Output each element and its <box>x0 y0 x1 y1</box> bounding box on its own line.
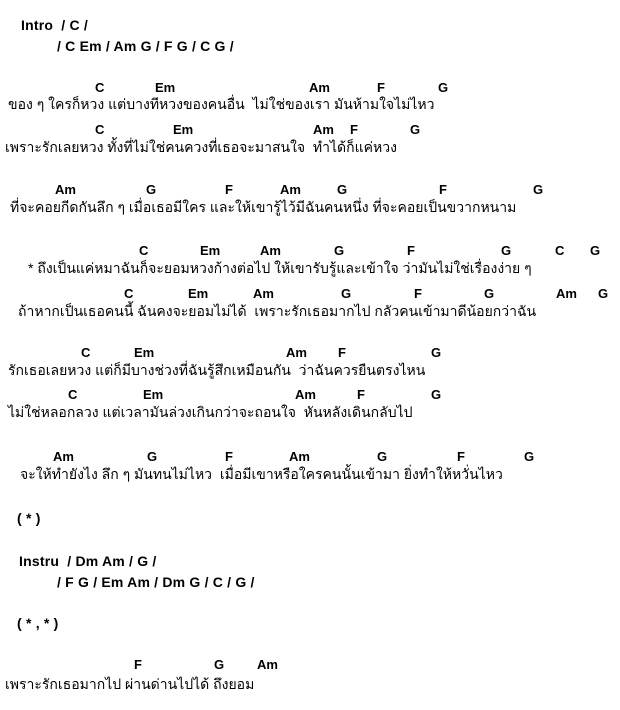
chord-symbol: G <box>410 122 421 137</box>
verse1-lyric-1: ของ ๆ ใครก็หวง แต่บางทีหวงของคนอื่น ไม่ใช่ของเรา มันห้ามใจไม่ไหว <box>8 96 435 112</box>
repeat-mark-2: ( * , * ) <box>17 615 59 631</box>
chorus-lyric-2: ถ้าหากเป็นเธอคนนี้ ฉันคงจะยอมไม่ได้ เพราะรักเธอมากไป กลัวคนเข้ามาดีน้อยกว่าฉัน <box>18 303 537 319</box>
chord-symbol: G <box>147 449 158 464</box>
verse3-lyric-1: รักเธอเลยหวง แต่ก็มีบางช่วงที่ฉันรู้สึกเหมือนกัน ว่าฉันควรยืนตรงไหน <box>8 362 426 378</box>
chord-symbol: G <box>484 286 495 301</box>
chord-symbol: F <box>439 182 447 197</box>
verse2-lyric: ที่จะคอยกีดกันลึก ๆ เมื่อเธอมีใคร และให้เขารู้ไว้มีฉันคนหนึ่ง ที่จะคอยเป็นขวากหนาม <box>10 199 517 215</box>
outro-lyric: เพราะรักเธอมากไป ผ่านด่านไปได้ ถึงยอม <box>5 676 255 692</box>
chord-symbol: G <box>431 387 442 402</box>
chord-symbol: F <box>377 80 385 95</box>
chord-symbol: G <box>533 182 544 197</box>
chord-symbol: C <box>95 80 105 95</box>
intro-line-2: / C Em / Am G / F G / C G / <box>57 38 234 54</box>
verse1-chords-2 <box>0 122 620 138</box>
chord-symbol: G <box>590 243 601 258</box>
chord-symbol: C <box>555 243 565 258</box>
chord-symbol: C <box>81 345 91 360</box>
chord-symbol: G <box>598 286 609 301</box>
chord-symbol: Am <box>257 657 278 672</box>
chord-symbol: G <box>337 182 348 197</box>
chord-symbol: C <box>139 243 149 258</box>
chord-symbol: F <box>357 387 365 402</box>
chord-symbol: Am <box>280 182 301 197</box>
chord-symbol: C <box>68 387 78 402</box>
verse3-chords-2 <box>0 387 620 403</box>
chord-symbol: F <box>350 122 358 137</box>
chord-symbol: Am <box>55 182 76 197</box>
chord-symbol: Am <box>53 449 74 464</box>
chord-symbol: G <box>438 80 449 95</box>
chord-symbol: F <box>407 243 415 258</box>
verse3-chords-1 <box>0 345 620 361</box>
chord-symbol: F <box>457 449 465 464</box>
chord-symbol: Em <box>188 286 209 301</box>
chord-symbol: G <box>431 345 442 360</box>
verse1-lyric-2: เพราะรักเลยหวง ทั้งที่ไม่ใช่คนควงที่เธอจะมาสนใจ ทำได้ก็แค่หวง <box>5 139 397 155</box>
chord-symbol: Am <box>309 80 330 95</box>
chord-symbol: G <box>377 449 388 464</box>
chord-symbol: Am <box>286 345 307 360</box>
chord-symbol: Am <box>253 286 274 301</box>
instru-line-1: Instru / Dm Am / G / <box>19 553 157 569</box>
verse2-chords <box>0 182 620 198</box>
chord-symbol: Am <box>260 243 281 258</box>
intro-line-1: Intro / C / <box>21 17 88 33</box>
verse1-chords-1 <box>0 80 620 96</box>
chord-symbol: Em <box>200 243 221 258</box>
chord-symbol: Em <box>143 387 164 402</box>
chorus-lyric-1: * ถึงเป็นแค่หมาฉันก็จะยอมหวงก้างต่อไป ให้เขารับรู้และเข้าใจ ว่ามันไม่ใช่เรื่องง่าย ๆ <box>28 260 532 276</box>
chord-symbol: G <box>334 243 345 258</box>
verse4-lyric: จะให้ทำยังไง ลึก ๆ มันทนไม่ไหว เมื่อมีเขาหรือใครคนนั้นเข้ามา ยิ่งทำให้หวั่นไหว <box>20 466 503 482</box>
chord-symbol: F <box>338 345 346 360</box>
chord-symbol: Em <box>173 122 194 137</box>
chord-symbol: G <box>501 243 512 258</box>
verse4-chords <box>0 449 620 465</box>
chord-symbol: Am <box>295 387 316 402</box>
chord-symbol: Am <box>313 122 334 137</box>
chord-symbol: Am <box>556 286 577 301</box>
outro-chords <box>0 657 620 673</box>
chord-symbol: Am <box>289 449 310 464</box>
chord-symbol: G <box>524 449 535 464</box>
chord-symbol: G <box>341 286 352 301</box>
chord-symbol: C <box>95 122 105 137</box>
chord-symbol: F <box>225 182 233 197</box>
chord-symbol: Em <box>155 80 176 95</box>
chord-symbol: Em <box>134 345 155 360</box>
verse3-lyric-2: ไม่ใช่หลอกลวง แต่เวลามันล่วงเกินกว่าจะถอนใจ หันหลังเดินกลับไป <box>8 404 413 420</box>
chord-symbol: F <box>414 286 422 301</box>
chord-symbol: G <box>214 657 225 672</box>
chord-symbol: F <box>225 449 233 464</box>
repeat-mark-1: ( * ) <box>17 510 41 526</box>
chord-symbol: F <box>134 657 142 672</box>
chorus-chords-1 <box>0 243 620 259</box>
chord-symbol: C <box>124 286 134 301</box>
instru-line-2: / F G / Em Am / Dm G / C / G / <box>57 574 255 590</box>
chord-symbol: G <box>146 182 157 197</box>
chorus-chords-2 <box>0 286 620 302</box>
